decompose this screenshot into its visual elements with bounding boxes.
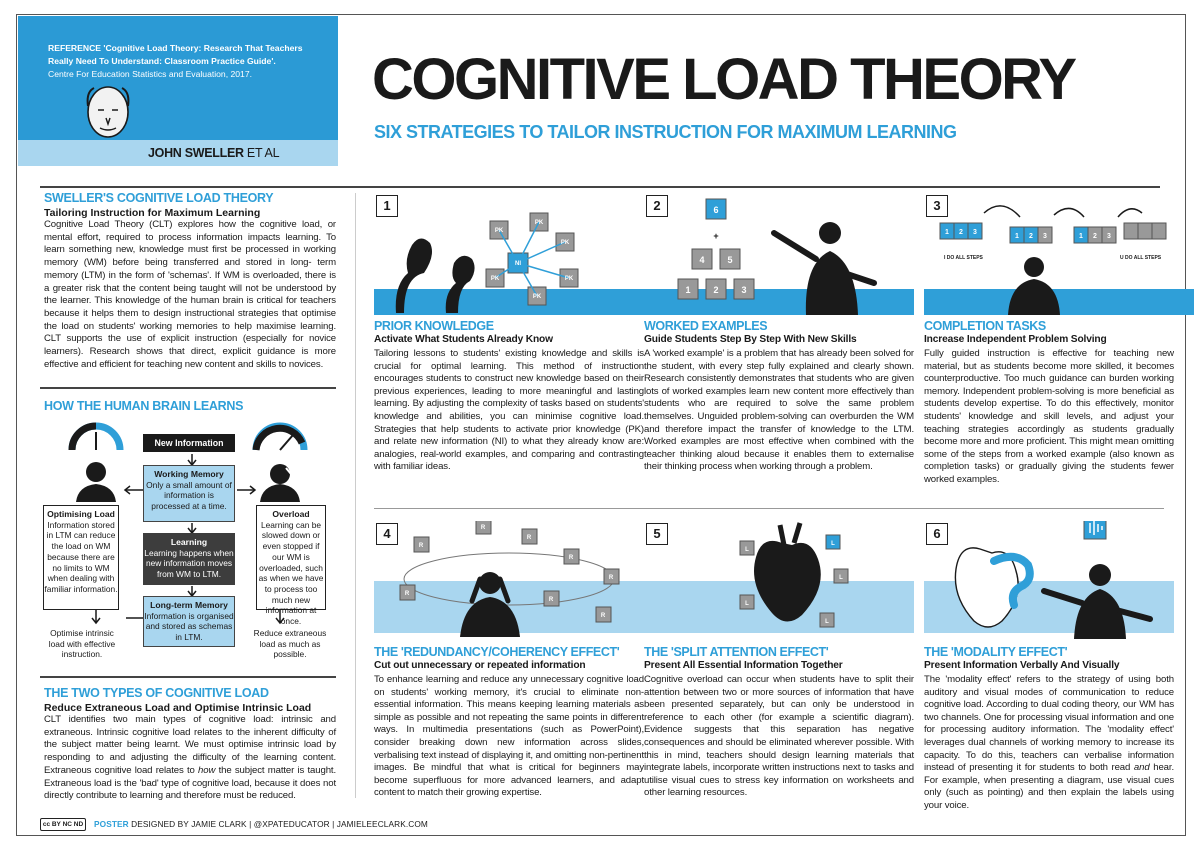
header-divider bbox=[40, 186, 1160, 188]
card-title: THE 'SPLIT ATTENTION EFFECT' bbox=[644, 645, 829, 659]
learning-box: Learning Learning happens when new information moves from WM to LTM. bbox=[143, 533, 235, 585]
types-heading: THE TWO TYPES OF COGNITIVE LOAD bbox=[44, 686, 269, 700]
l-label: L bbox=[745, 547, 749, 553]
new-information-box: New Information bbox=[143, 434, 235, 452]
r-label: R bbox=[548, 597, 554, 603]
r-label: R bbox=[600, 613, 606, 619]
optimising-text: Optimising Load Information stored in LTM can reduce the load on WM because there are no limits to WM when dealing with familiar information. bbox=[44, 509, 118, 594]
column-divider bbox=[355, 193, 356, 798]
l-label: L bbox=[745, 601, 749, 607]
license-badge: cc BY NC ND bbox=[40, 818, 86, 831]
long-term-memory-box: Long-term Memory Information is organised and stored as schemas in LTM. bbox=[143, 596, 235, 647]
worked-examples-illustration bbox=[644, 193, 914, 315]
step-label: 3 bbox=[1107, 233, 1111, 240]
working-memory-box: Working Memory Only a small amount of information is processed at a time. bbox=[143, 465, 235, 522]
step-label: 3 bbox=[973, 229, 977, 236]
l-label: L bbox=[825, 619, 829, 625]
step-label: 3 bbox=[1043, 233, 1047, 240]
step-label: 1 bbox=[1015, 233, 1019, 240]
pk-label: PK bbox=[534, 220, 544, 226]
block-label: 4 bbox=[699, 255, 705, 265]
plus-label: + bbox=[713, 231, 719, 241]
l-label: L bbox=[831, 541, 835, 547]
card-number: 6 bbox=[926, 523, 948, 545]
pk-label: PK bbox=[532, 294, 542, 300]
card-number: 3 bbox=[926, 195, 948, 217]
pk-label: PK bbox=[494, 228, 504, 234]
r-label: R bbox=[418, 543, 424, 549]
block-label: 5 bbox=[727, 255, 733, 265]
step-label: 2 bbox=[1093, 233, 1097, 240]
card-number: 1 bbox=[376, 195, 398, 217]
card-title: THE 'REDUNDANCY/COHERENCY EFFECT' bbox=[374, 645, 620, 659]
ni-label: NI bbox=[515, 261, 521, 267]
overload-text: Overload Learning can be slowed down or even stopped if our WM is overloaded, such as when we have to process too much new information at once. bbox=[258, 509, 324, 627]
card-subtitle: Present All Essential Information Together bbox=[644, 660, 843, 671]
card-body: A 'worked example' is a problem that has already been solved for the student, with every step fully explained and clearly shown. Research consistently demonstrates that students who are given lots of worked examples learn new content more effectively than students who are required to solve the same problem themselves. Unguided problem-solving can overburden the WM and therefore impact the transfer of knowledge to the LTM. Worked examples are most effective when combined with the teacher thinking aloud because it enables them to externalise their thinking process when working through a problem. bbox=[644, 348, 914, 473]
row-divider bbox=[374, 508, 1164, 509]
completion-tasks-illustration bbox=[924, 193, 1174, 315]
types-subheading: Reduce Extraneous Load and Optimise Intrinsic Load bbox=[44, 702, 312, 714]
page-title: COGNITIVE LOAD THEORY bbox=[372, 47, 1075, 112]
types-body: CLT identifies two main types of cognitive load: intrinsic and extraneous. Intrinsic cognitive load relates to the inherent difficulty of the subject matter being learnt. We must optimise intrinsic load by responding to and adjusting the difficulty of the learning content. Extraneous cognitive load relates to how the subject matter is taught. Extraneous load is the 'bad' type of cognitive load, because it does not directly contribute to learning and therefore must be reduced. bbox=[44, 714, 337, 802]
card-body: To enhance learning and reduce any unnecessary cognitive load on students' working memory, it's crucial to eliminate non-essential information. This means keeping learning materials as simple as possible and not repeating the same points in different ways. In multimedia presentations (such as PowerPoint), consider breaking down new information across slides, verbalising text instead of displaying it, and omitting non-pertinent images. Be mindful that what is critical for beginners may become superfluous for more advanced learners, and adapt content to match their growing expertise. bbox=[374, 674, 644, 799]
block-label: 1 bbox=[685, 285, 691, 295]
block-label: 2 bbox=[713, 285, 719, 295]
split-attention-illustration bbox=[644, 521, 914, 643]
page-subtitle: SIX STRATEGIES TO TAILOR INSTRUCTION FOR MAXIMUM LEARNING bbox=[374, 122, 957, 142]
theory-body: Cognitive Load Theory (CLT) explores how the cognitive load, or mental effort, required to process information impacts learning. To learn something new, knowledge must first be processed in working memory (WM) before being transferred and stored in long- term memory (LTM) in the form of 'schemas'. If WM is overloaded, there is a greater risk that the content being taught will not be understood by the learner. This knowledge of the human brain is critical for teachers because it helps them to design instructional strategies that optimise the load on students' working memories to help maximise learning. CLT supports the use of explicit instruction (especially for novice learners). Research shows that direct, explicit guidance is more effective and efficient for teaching new content and skills to novices. bbox=[44, 219, 336, 370]
step-label: 1 bbox=[1079, 233, 1083, 240]
step-label: 2 bbox=[1029, 233, 1033, 240]
card-subtitle: Increase Independent Problem Solving bbox=[924, 334, 1107, 345]
step-label: 2 bbox=[959, 229, 963, 236]
i-do-label: I DO ALL STEPS bbox=[944, 255, 983, 261]
card-body: Fully guided instruction is effective for teaching new material, but as students become more skilled, it becomes counterproductive. Too much guidance can burden working memory. Independent problem-solving is more beneficial as students develop expertise. To do this effectively, monitor students' knowledge and skill levels, and adjust your teaching strategies accordingly as students gradually become more and more proficient. This might mean omitting some of the steps from a worked example (also known as completion tasks) or gradually giving the students fewer worked examples. bbox=[924, 348, 1174, 485]
card-number: 4 bbox=[376, 523, 398, 545]
theory-subheading: Tailoring Instruction for Maximum Learning bbox=[44, 207, 261, 219]
card-number: 5 bbox=[646, 523, 668, 545]
author-name: JOHN SWELLER ET AL bbox=[148, 146, 280, 160]
pk-label: PK bbox=[564, 276, 574, 282]
r-label: R bbox=[568, 555, 574, 561]
card-subtitle: Activate What Students Already Know bbox=[374, 334, 553, 345]
card-number: 2 bbox=[646, 195, 668, 217]
redundancy-illustration bbox=[374, 521, 644, 643]
card-body: Cognitive overload can occur when students have to split their attention between two or more sources of information that have been presented separately, but can only be understood in reference to each other (for example a scientific diagram). Evidence suggests that this separation has negative consequences and should be eliminated wherever possible. With this in mind, teachers should design learning materials that integrate labels, incorporate written instructions next to tasks and utilise visual cues to stress key information on worksheets and other learning resources. bbox=[644, 674, 914, 799]
card-title: PRIOR KNOWLEDGE bbox=[374, 319, 494, 333]
card-title: COMPLETION TASKS bbox=[924, 319, 1046, 333]
r-label: R bbox=[480, 525, 486, 531]
prior-knowledge-illustration bbox=[374, 193, 644, 315]
r-label: R bbox=[608, 575, 614, 581]
overload-note: Reduce extraneous load as much as possible. bbox=[253, 628, 327, 660]
pk-label: PK bbox=[560, 240, 570, 246]
theory-heading: SWELLER'S COGNITIVE LOAD THEORY bbox=[44, 191, 274, 205]
card-title: WORKED EXAMPLES bbox=[644, 319, 768, 333]
r-label: R bbox=[404, 591, 410, 597]
divider bbox=[40, 676, 336, 678]
block-label: 3 bbox=[741, 285, 747, 295]
card-subtitle: Guide Students Step By Step With New Skills bbox=[644, 334, 857, 345]
l-label: L bbox=[839, 575, 843, 581]
brain-heading: HOW THE HUMAN BRAIN LEARNS bbox=[44, 399, 244, 413]
step-label: 1 bbox=[945, 229, 949, 236]
pk-label: PK bbox=[490, 276, 500, 282]
card-body: The 'modality effect' refers to the strategy of using both auditory and visual modes of communication to reduce cognitive load. According to dual coding theory, our WM has two channels. One for processing visual information and one for processing auditory information. The 'modality effect' leverages dual channels of working memory to increase its capacity. To do this, teachers can verbalise information instead of presenting it for students to both read and hear. For example, when presenting a diagram, use visual cues only (such as pointing) and then explain the labels using your voice. bbox=[924, 674, 1174, 811]
card-title: THE 'MODALITY EFFECT' bbox=[924, 645, 1068, 659]
card-body: Tailoring lessons to students' existing knowledge and skills is crucial for optimal learning. This method of instruction encourages students to construct new knowledge based on their previous experiences, leading to more meaningful and lasting learning. By adjusting the complexity of tasks based on students' knowledge and abilities, you can minimise cognitive load. Strategies that help students to activate prior knowledge (PK) and relate new information (NI) to what they already know are: analogies, real-world examples, and comparing and contrasting with familiar ideas. bbox=[374, 348, 644, 473]
reference-text: REFERENCE 'Cognitive Load Theory: Research That Teachers Really Need To Understand: Classroom Practice Guide'. Centre For Education Statistics and Evaluation, 2017. bbox=[48, 43, 303, 79]
block-label: 6 bbox=[713, 205, 719, 215]
r-label: R bbox=[526, 535, 532, 541]
footer-credits: POSTER DESIGNED BY JAMIE CLARK | @XPATEDUCATOR | JAMIELEECLARK.COM bbox=[94, 819, 428, 829]
theory-section bbox=[44, 191, 336, 371]
card-subtitle: Cut out unnecessary or repeated information bbox=[374, 660, 586, 671]
u-do-label: U DO ALL STEPS bbox=[1120, 255, 1162, 261]
card-subtitle: Present Information Verbally And Visually bbox=[924, 660, 1120, 671]
optimising-note: Optimise intrinsic load with effective instruction. bbox=[48, 628, 116, 660]
divider bbox=[40, 387, 336, 389]
brain-section bbox=[44, 399, 336, 413]
modality-illustration bbox=[924, 521, 1174, 643]
types-section bbox=[44, 686, 336, 803]
